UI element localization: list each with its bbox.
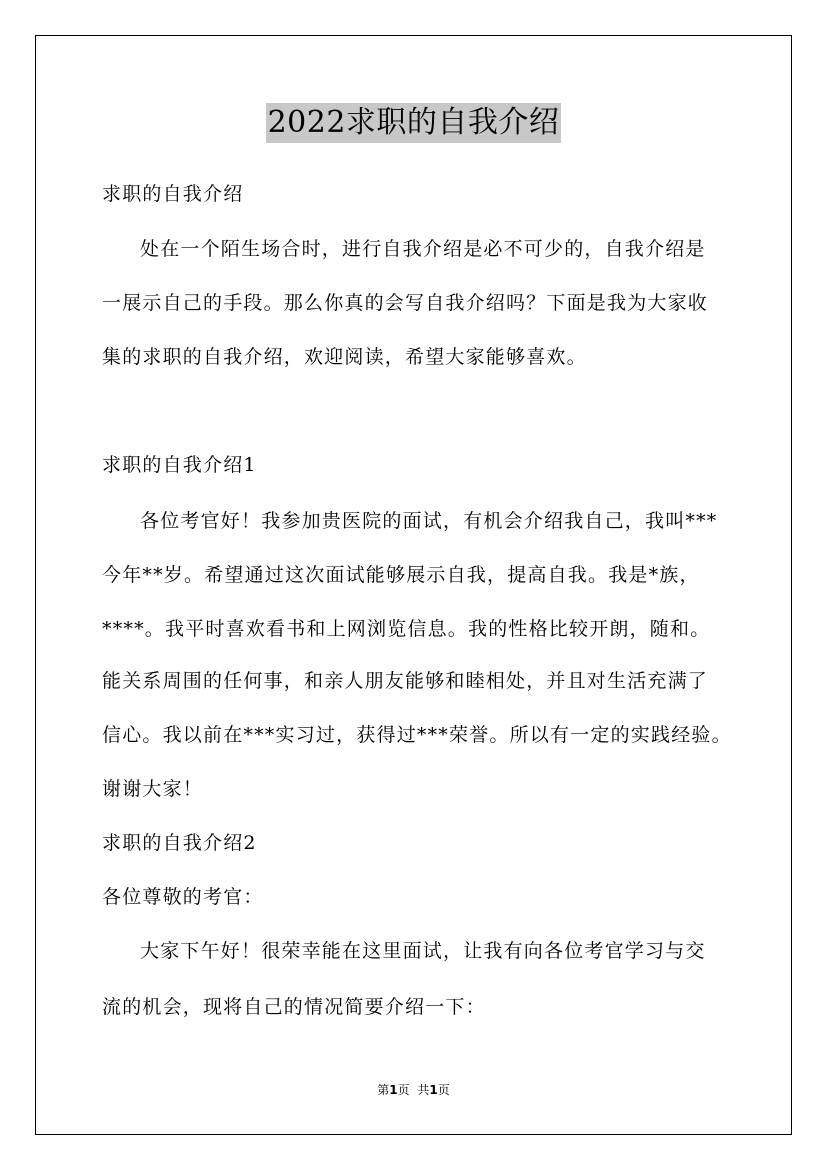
document-title: 2022求职的自我介绍 xyxy=(266,103,562,143)
total-label-prefix: 共 xyxy=(417,1083,430,1097)
paragraph-line: 能关系周围的任何事，和亲人朋友能够和睦相处，并且对生活充满了 xyxy=(102,670,709,692)
paragraph-line: 处在一个陌生场合时，进行自我介绍是必不可少的，自我介绍是 xyxy=(140,238,706,260)
page-footer xyxy=(0,1082,827,1098)
total-label-suffix: 页 xyxy=(437,1083,450,1097)
paragraph-line: 流的机会，现将自己的情况简要介绍一下： xyxy=(102,996,486,1018)
paragraph-line: 谢谢大家！ xyxy=(102,778,204,800)
paragraph-line: 集的求职的自我介绍，欢迎阅读，希望大家能够喜欢。 xyxy=(102,346,587,368)
paragraph-line: 各位考官好！我参加贵医院的面试，有机会介绍我自己，我叫*** xyxy=(140,510,718,532)
paragraph-line: 今年**岁。希望通过这次面试能够展示自我，提高自我。我是*族， xyxy=(102,564,700,586)
section-heading: 求职的自我介绍 xyxy=(102,183,244,205)
paragraph-line: 一展示自己的手段。那么你真的会写自我介绍吗？下面是我为大家收 xyxy=(102,292,709,314)
paragraph-line: 各位尊敬的考官： xyxy=(102,886,264,908)
total-pages: 1 xyxy=(429,1083,438,1097)
page-label-prefix: 第 xyxy=(377,1083,390,1097)
page-number: 1 xyxy=(389,1083,398,1097)
paragraph-line: 信心。我以前在***实习过，获得过***荣誉。所以有一定的实践经验。 xyxy=(102,724,732,746)
page-label-suffix: 页 xyxy=(397,1083,410,1097)
section-heading: 求职的自我介绍1 xyxy=(102,454,257,476)
section-heading: 求职的自我介绍2 xyxy=(102,832,257,854)
paragraph-line: ****。我平时喜欢看书和上网浏览信息。我的性格比较开朗，随和。 xyxy=(102,618,711,640)
title-container xyxy=(0,103,827,143)
paragraph-line: 大家下午好！很荣幸能在这里面试，让我有向各位考官学习与交 xyxy=(140,940,706,962)
